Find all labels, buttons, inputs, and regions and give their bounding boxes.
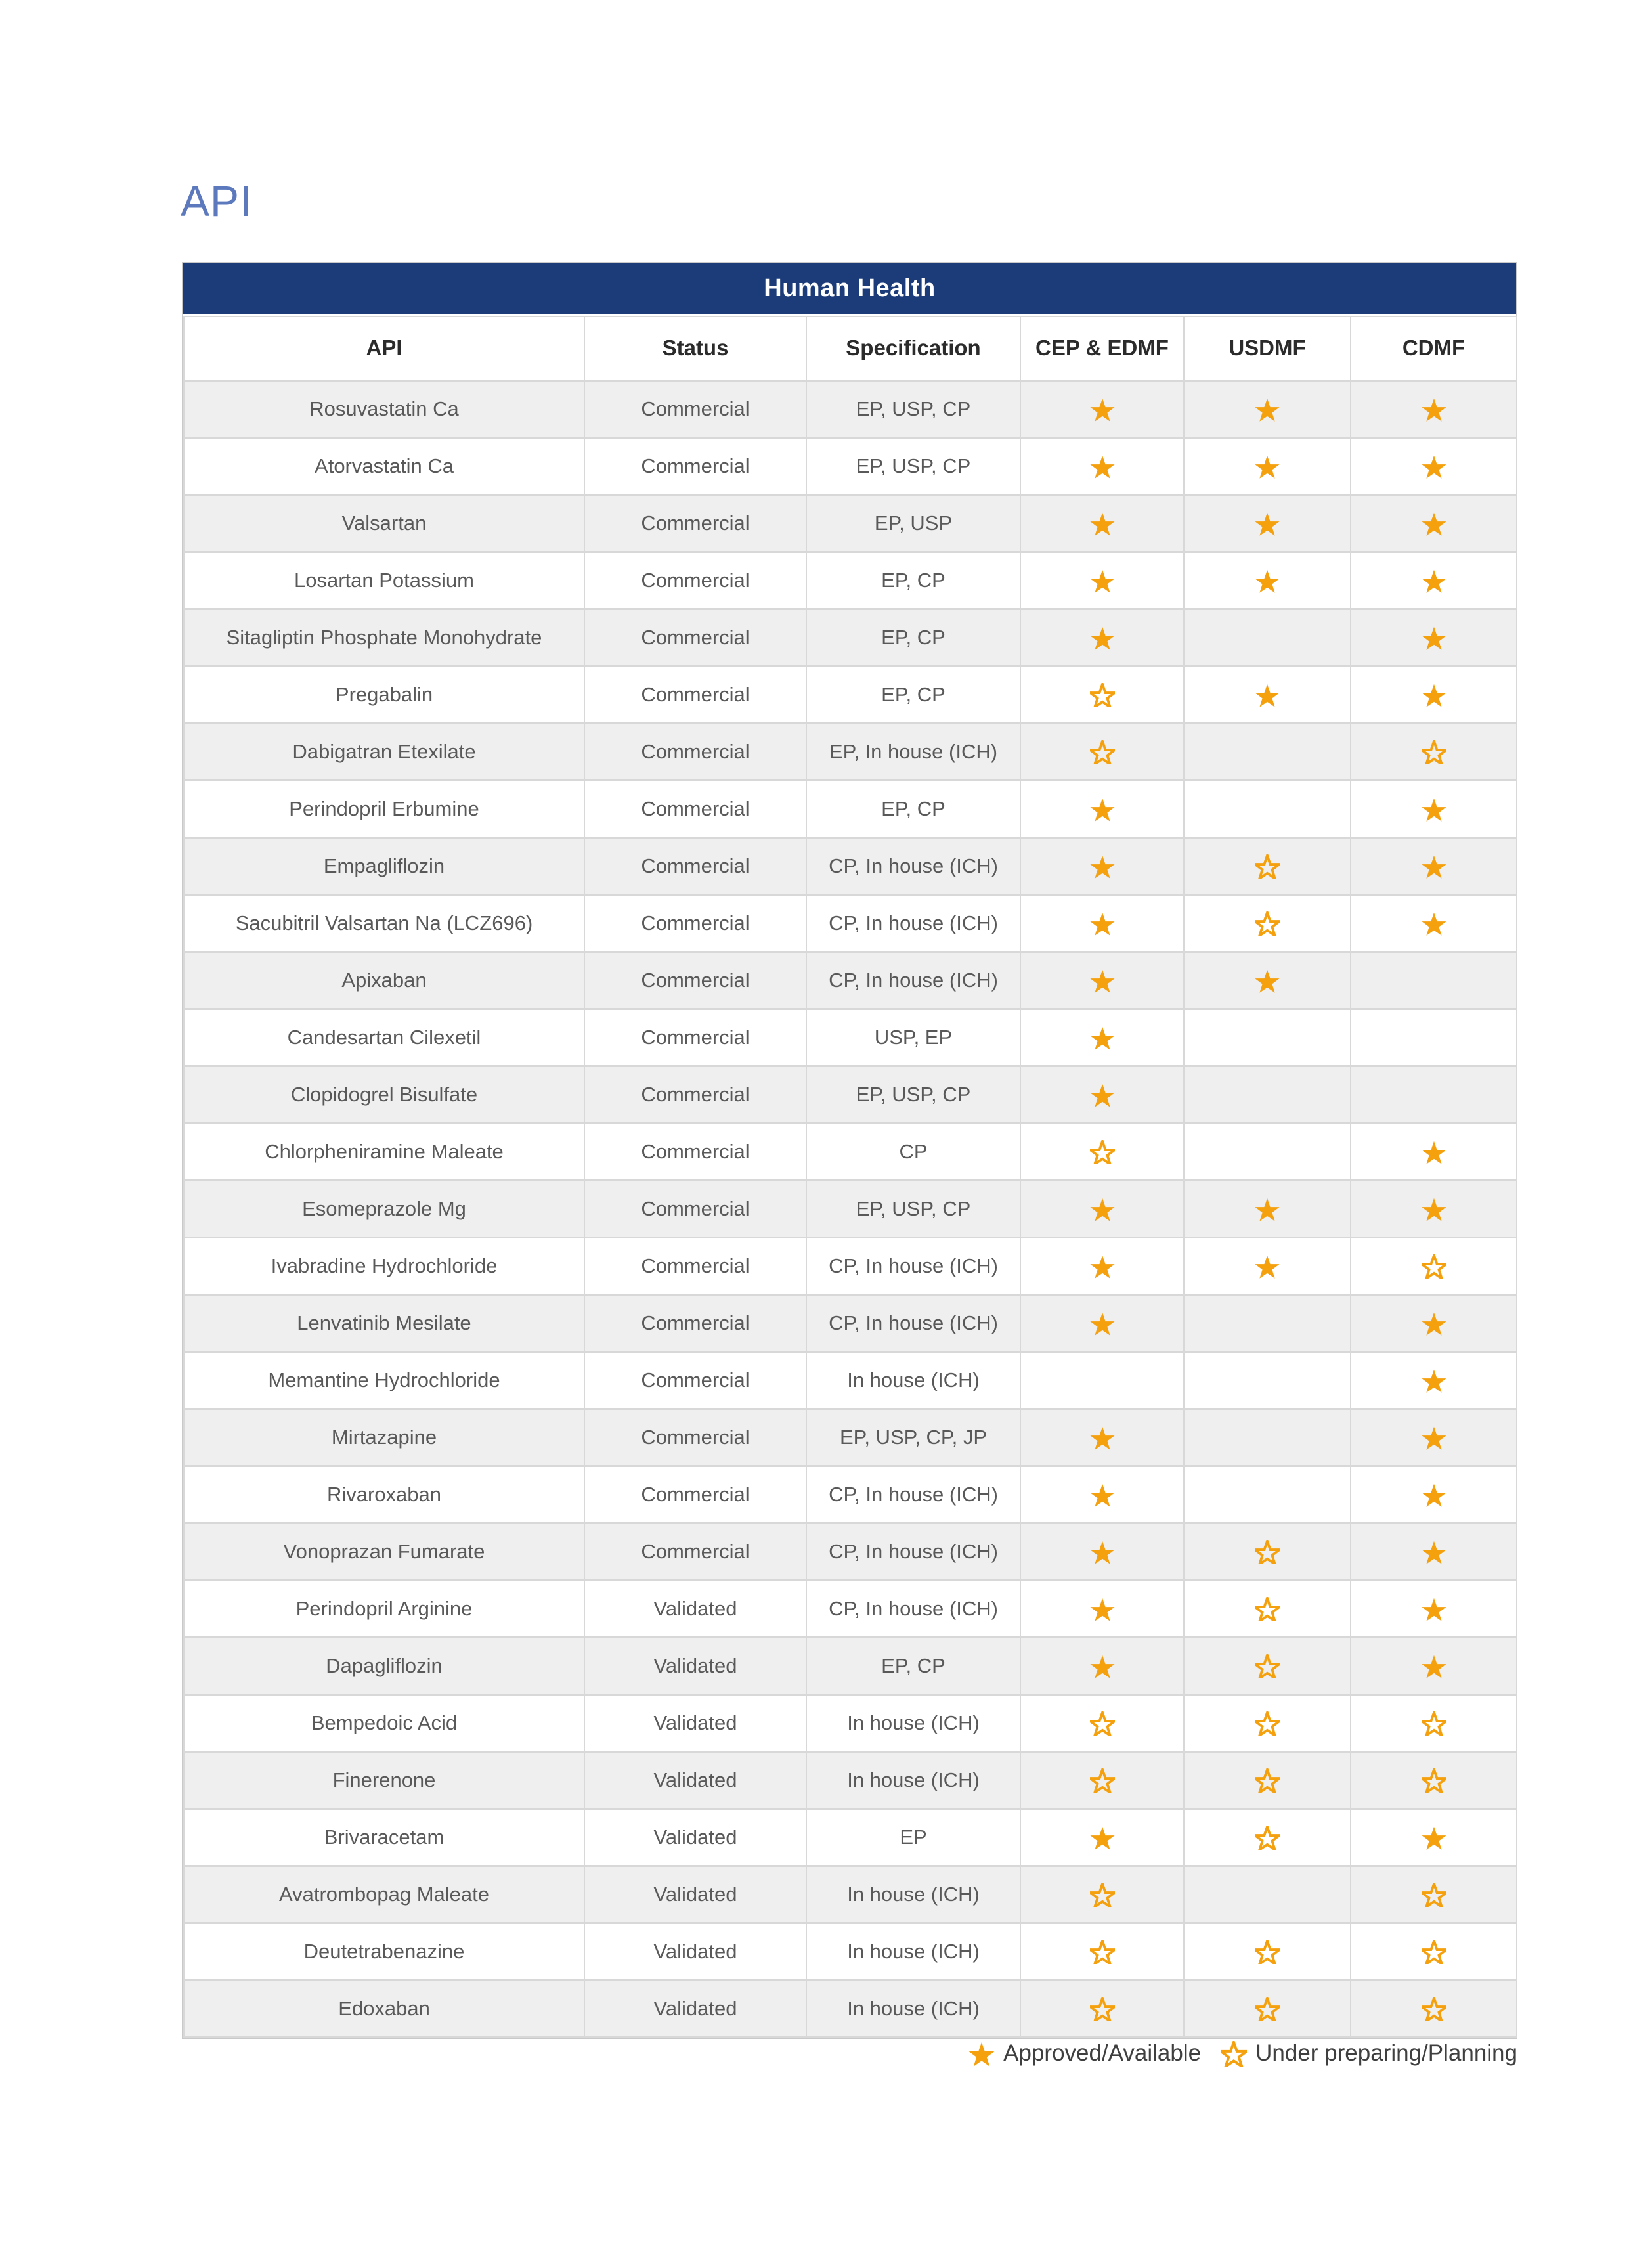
cep-edmf-cell xyxy=(1020,1409,1184,1466)
spec-cell: CP, In house (ICH) xyxy=(806,952,1020,1009)
spec-cell: CP, In house (ICH) xyxy=(806,1237,1020,1294)
status-cell: Commercial xyxy=(584,723,806,780)
star-outline-icon xyxy=(1255,854,1280,879)
cdmf-cell xyxy=(1351,1980,1517,2037)
star-filled-icon xyxy=(1090,626,1115,650)
usdmf-cell xyxy=(1184,666,1351,723)
spec-cell: In house (ICH) xyxy=(806,1866,1020,1923)
cdmf-cell xyxy=(1351,894,1517,952)
spec-cell: EP, CP xyxy=(806,609,1020,666)
usdmf-cell xyxy=(1184,609,1351,666)
cep-edmf-cell xyxy=(1020,894,1184,952)
star-filled-icon xyxy=(1422,626,1446,650)
star-outline-icon xyxy=(1090,1711,1115,1736)
cdmf-cell xyxy=(1351,1009,1517,1066)
star-filled-icon xyxy=(1090,397,1115,422)
cdmf-cell xyxy=(1351,437,1517,494)
cep-edmf-cell xyxy=(1020,666,1184,723)
star-outline-icon xyxy=(1090,1940,1115,1964)
page-title: API xyxy=(181,177,253,225)
legend xyxy=(182,2033,1517,2074)
status-cell: Commercial xyxy=(584,494,806,552)
star-outline-icon xyxy=(1422,1997,1446,2021)
status-cell: Validated xyxy=(584,1580,806,1637)
usdmf-cell xyxy=(1184,1694,1351,1751)
cep-edmf-cell xyxy=(1020,1980,1184,2037)
cep-edmf-cell xyxy=(1020,1237,1184,1294)
star-outline-icon xyxy=(1422,740,1446,764)
usdmf-cell xyxy=(1184,837,1351,894)
star-filled-icon xyxy=(1090,854,1115,879)
star-filled-icon xyxy=(1422,454,1446,479)
spec-cell: USP, EP xyxy=(806,1009,1020,1066)
star-filled-icon xyxy=(1090,1083,1115,1107)
table-row xyxy=(184,1409,1517,1466)
status-cell: Validated xyxy=(584,1980,806,2037)
table-row xyxy=(184,1009,1517,1066)
cdmf-cell xyxy=(1351,1180,1517,1237)
table-row xyxy=(184,723,1517,780)
table-row xyxy=(184,609,1517,666)
star-outline-icon xyxy=(1255,1768,1280,1793)
star-filled-icon xyxy=(1090,512,1115,536)
star-filled-icon xyxy=(1422,512,1446,536)
cdmf-cell xyxy=(1351,1409,1517,1466)
star-filled-icon xyxy=(1422,569,1446,593)
spec-cell: EP, CP xyxy=(806,780,1020,837)
cdmf-cell xyxy=(1351,552,1517,609)
status-cell: Commercial xyxy=(584,437,806,494)
table-row xyxy=(184,1466,1517,1523)
cep-edmf-cell xyxy=(1020,609,1184,666)
star-outline-icon xyxy=(1090,740,1115,764)
usdmf-cell xyxy=(1184,1294,1351,1351)
spec-cell: EP, USP, CP xyxy=(806,380,1020,437)
cdmf-cell xyxy=(1351,1294,1517,1351)
cdmf-cell xyxy=(1351,1066,1517,1123)
star-filled-icon xyxy=(1090,454,1115,479)
star-filled-icon xyxy=(1255,1254,1280,1279)
cdmf-cell xyxy=(1351,1694,1517,1751)
cdmf-cell xyxy=(1351,1923,1517,1980)
api-name-cell: Chlorpheniramine Maleate xyxy=(184,1123,584,1180)
star-filled-icon xyxy=(1255,683,1280,707)
usdmf-cell xyxy=(1184,1751,1351,1808)
usdmf-cell xyxy=(1184,380,1351,437)
cdmf-cell xyxy=(1351,494,1517,552)
column-header-row xyxy=(184,317,1517,380)
cep-edmf-cell xyxy=(1020,1808,1184,1866)
star-filled-icon xyxy=(1422,1140,1446,1164)
table-title-band xyxy=(183,263,1516,316)
star-outline-icon xyxy=(1221,2041,1247,2067)
star-filled-icon xyxy=(1090,1311,1115,1336)
star-filled-icon xyxy=(1090,1026,1115,1050)
cep-edmf-cell xyxy=(1020,380,1184,437)
star-filled-icon xyxy=(1422,1826,1446,1850)
api-name-cell: Candesartan Cilexetil xyxy=(184,1009,584,1066)
status-cell: Commercial xyxy=(584,1523,806,1580)
cdmf-cell xyxy=(1351,1123,1517,1180)
star-filled-icon xyxy=(1255,454,1280,479)
api-name-cell: Ivabradine Hydrochloride xyxy=(184,1237,584,1294)
status-cell: Commercial xyxy=(584,1009,806,1066)
cdmf-cell xyxy=(1351,1751,1517,1808)
column-header-api: API xyxy=(184,317,584,380)
cdmf-cell xyxy=(1351,1580,1517,1637)
api-name-cell: Brivaracetam xyxy=(184,1808,584,1866)
usdmf-cell xyxy=(1184,1066,1351,1123)
cep-edmf-cell xyxy=(1020,780,1184,837)
status-cell: Commercial xyxy=(584,1123,806,1180)
star-filled-icon xyxy=(1090,969,1115,993)
table-row xyxy=(184,1123,1517,1180)
cep-edmf-cell xyxy=(1020,952,1184,1009)
table-row xyxy=(184,894,1517,952)
spec-cell: EP, In house (ICH) xyxy=(806,723,1020,780)
status-cell: Commercial xyxy=(584,1237,806,1294)
status-cell: Commercial xyxy=(584,894,806,952)
cep-edmf-cell xyxy=(1020,1923,1184,1980)
status-cell: Commercial xyxy=(584,1066,806,1123)
api-name-cell: Vonoprazan Fumarate xyxy=(184,1523,584,1580)
spec-cell: In house (ICH) xyxy=(806,1980,1020,2037)
spec-cell: In house (ICH) xyxy=(806,1694,1020,1751)
cep-edmf-cell xyxy=(1020,1637,1184,1694)
star-filled-icon xyxy=(1090,1197,1115,1221)
status-cell: Validated xyxy=(584,1751,806,1808)
status-cell: Commercial xyxy=(584,1351,806,1409)
table-row xyxy=(184,1866,1517,1923)
api-name-cell: Finerenone xyxy=(184,1751,584,1808)
cdmf-cell xyxy=(1351,1808,1517,1866)
cdmf-cell xyxy=(1351,1351,1517,1409)
star-filled-icon xyxy=(1090,569,1115,593)
star-outline-icon xyxy=(1422,1940,1446,1964)
usdmf-cell xyxy=(1184,1808,1351,1866)
status-cell: Commercial xyxy=(584,666,806,723)
usdmf-cell xyxy=(1184,1466,1351,1523)
api-name-cell: Lenvatinib Mesilate xyxy=(184,1294,584,1351)
spec-cell: CP xyxy=(806,1123,1020,1180)
column-header-specification: Specification xyxy=(806,317,1020,380)
cep-edmf-cell xyxy=(1020,1180,1184,1237)
star-outline-icon xyxy=(1422,1254,1446,1279)
api-name-cell: Clopidogrel Bisulfate xyxy=(184,1066,584,1123)
cep-edmf-cell xyxy=(1020,1294,1184,1351)
usdmf-cell xyxy=(1184,1237,1351,1294)
star-outline-icon xyxy=(1422,1711,1446,1736)
api-name-cell: Losartan Potassium xyxy=(184,552,584,609)
star-filled-icon xyxy=(1090,911,1115,936)
table-row xyxy=(184,952,1517,1009)
star-outline-icon xyxy=(1255,1826,1280,1850)
spec-cell: In house (ICH) xyxy=(806,1351,1020,1409)
star-filled-icon xyxy=(1255,969,1280,993)
usdmf-cell xyxy=(1184,1580,1351,1637)
star-filled-icon xyxy=(1090,1254,1115,1279)
table-row xyxy=(184,1751,1517,1808)
human-health-table xyxy=(182,262,1517,2039)
spec-cell: In house (ICH) xyxy=(806,1751,1020,1808)
spec-cell: EP, USP, CP xyxy=(806,437,1020,494)
usdmf-cell xyxy=(1184,1009,1351,1066)
column-header-cdmf: CDMF xyxy=(1351,317,1517,380)
star-filled-icon xyxy=(1090,1654,1115,1678)
spec-cell: EP, USP xyxy=(806,494,1020,552)
usdmf-cell xyxy=(1184,1123,1351,1180)
api-name-cell: Bempedoic Acid xyxy=(184,1694,584,1751)
status-cell: Commercial xyxy=(584,552,806,609)
table-row xyxy=(184,1637,1517,1694)
cep-edmf-cell xyxy=(1020,1866,1184,1923)
star-filled-icon xyxy=(968,2041,995,2067)
cdmf-cell xyxy=(1351,952,1517,1009)
status-cell: Commercial xyxy=(584,952,806,1009)
api-name-cell: Rosuvastatin Ca xyxy=(184,380,584,437)
table-row xyxy=(184,1580,1517,1637)
api-name-cell: Atorvastatin Ca xyxy=(184,437,584,494)
star-filled-icon xyxy=(1422,1597,1446,1621)
api-name-cell: Deutetrabenazine xyxy=(184,1923,584,1980)
star-outline-icon xyxy=(1255,1711,1280,1736)
api-name-cell: Perindopril Erbumine xyxy=(184,780,584,837)
star-filled-icon xyxy=(1422,1369,1446,1393)
api-name-cell: Mirtazapine xyxy=(184,1409,584,1466)
table-row xyxy=(184,1237,1517,1294)
spec-cell: CP, In house (ICH) xyxy=(806,837,1020,894)
spec-cell: EP, CP xyxy=(806,552,1020,609)
api-name-cell: Apixaban xyxy=(184,952,584,1009)
spec-cell: CP, In house (ICH) xyxy=(806,1580,1020,1637)
table-row xyxy=(184,437,1517,494)
star-outline-icon xyxy=(1090,1140,1115,1164)
star-outline-icon xyxy=(1255,911,1280,936)
column-header-cep-edmf: CEP & EDMF xyxy=(1020,317,1184,380)
cep-edmf-cell xyxy=(1020,1123,1184,1180)
star-outline-icon xyxy=(1255,1997,1280,2021)
cep-edmf-cell xyxy=(1020,1009,1184,1066)
api-name-cell: Avatrombopag Maleate xyxy=(184,1866,584,1923)
cdmf-cell xyxy=(1351,609,1517,666)
star-outline-icon xyxy=(1255,1597,1280,1621)
status-cell: Commercial xyxy=(584,609,806,666)
star-filled-icon xyxy=(1255,1197,1280,1221)
star-filled-icon xyxy=(1422,683,1446,707)
star-outline-icon xyxy=(1422,1883,1446,1907)
table-row xyxy=(184,780,1517,837)
api-name-cell: Dapagliflozin xyxy=(184,1637,584,1694)
api-name-cell: Esomeprazole Mg xyxy=(184,1180,584,1237)
table-title: Human Health xyxy=(764,274,936,302)
star-filled-icon xyxy=(1090,1540,1115,1564)
star-filled-icon xyxy=(1090,1483,1115,1507)
spec-cell: EP, USP, CP xyxy=(806,1066,1020,1123)
star-filled-icon xyxy=(1422,1311,1446,1336)
api-name-cell: Pregabalin xyxy=(184,666,584,723)
table-row xyxy=(184,552,1517,609)
api-name-cell: Valsartan xyxy=(184,494,584,552)
status-cell: Commercial xyxy=(584,380,806,437)
usdmf-cell xyxy=(1184,1351,1351,1409)
cep-edmf-cell xyxy=(1020,1351,1184,1409)
star-filled-icon xyxy=(1422,854,1446,879)
star-outline-icon xyxy=(1090,1768,1115,1793)
spec-cell: CP, In house (ICH) xyxy=(806,1523,1020,1580)
star-outline-icon xyxy=(1090,683,1115,707)
star-filled-icon xyxy=(1422,797,1446,822)
api-table xyxy=(183,316,1517,2038)
api-name-cell: Sacubitril Valsartan Na (LCZ696) xyxy=(184,894,584,952)
cdmf-cell xyxy=(1351,837,1517,894)
api-name-cell: Memantine Hydrochloride xyxy=(184,1351,584,1409)
table-row xyxy=(184,1351,1517,1409)
star-filled-icon xyxy=(1422,911,1446,936)
cdmf-cell xyxy=(1351,1237,1517,1294)
cdmf-cell xyxy=(1351,723,1517,780)
api-name-cell: Perindopril Arginine xyxy=(184,1580,584,1637)
usdmf-cell xyxy=(1184,494,1351,552)
table-row xyxy=(184,1694,1517,1751)
api-name-cell: Edoxaban xyxy=(184,1980,584,2037)
star-outline-icon xyxy=(1090,1997,1115,2021)
table-row xyxy=(184,1808,1517,1866)
api-name-cell: Empagliflozin xyxy=(184,837,584,894)
table-row xyxy=(184,1180,1517,1237)
cep-edmf-cell xyxy=(1020,1751,1184,1808)
spec-cell: CP, In house (ICH) xyxy=(806,894,1020,952)
usdmf-cell xyxy=(1184,723,1351,780)
spec-cell: CP, In house (ICH) xyxy=(806,1466,1020,1523)
table-row xyxy=(184,1923,1517,1980)
cep-edmf-cell xyxy=(1020,1066,1184,1123)
star-filled-icon xyxy=(1422,397,1446,422)
star-filled-icon xyxy=(1422,1426,1446,1450)
usdmf-cell xyxy=(1184,894,1351,952)
table-body xyxy=(184,380,1517,2037)
api-name-cell: Rivaroxaban xyxy=(184,1466,584,1523)
cdmf-cell xyxy=(1351,1637,1517,1694)
status-cell: Validated xyxy=(584,1866,806,1923)
spec-cell: In house (ICH) xyxy=(806,1923,1020,1980)
status-cell: Validated xyxy=(584,1808,806,1866)
usdmf-cell xyxy=(1184,552,1351,609)
cep-edmf-cell xyxy=(1020,437,1184,494)
table-row xyxy=(184,380,1517,437)
star-filled-icon xyxy=(1090,1597,1115,1621)
status-cell: Commercial xyxy=(584,837,806,894)
star-filled-icon xyxy=(1255,512,1280,536)
cdmf-cell xyxy=(1351,780,1517,837)
status-cell: Commercial xyxy=(584,1294,806,1351)
star-outline-icon xyxy=(1090,1883,1115,1907)
usdmf-cell xyxy=(1184,952,1351,1009)
table-row xyxy=(184,494,1517,552)
cdmf-cell xyxy=(1351,1866,1517,1923)
star-filled-icon xyxy=(1090,1826,1115,1850)
status-cell: Commercial xyxy=(584,1409,806,1466)
column-header-status: Status xyxy=(584,317,806,380)
usdmf-cell xyxy=(1184,1409,1351,1466)
status-cell: Validated xyxy=(584,1637,806,1694)
legend-planning-label: Under preparing/Planning xyxy=(1255,2040,1517,2066)
star-outline-icon xyxy=(1255,1540,1280,1564)
usdmf-cell xyxy=(1184,1866,1351,1923)
status-cell: Commercial xyxy=(584,1466,806,1523)
column-header-usdmf: USDMF xyxy=(1184,317,1351,380)
api-name-cell: Sitagliptin Phosphate Monohydrate xyxy=(184,609,584,666)
star-filled-icon xyxy=(1255,397,1280,422)
star-filled-icon xyxy=(1090,797,1115,822)
api-name-cell: Dabigatran Etexilate xyxy=(184,723,584,780)
spec-cell: EP, CP xyxy=(806,666,1020,723)
cep-edmf-cell xyxy=(1020,552,1184,609)
usdmf-cell xyxy=(1184,1523,1351,1580)
table-row xyxy=(184,837,1517,894)
cep-edmf-cell xyxy=(1020,1694,1184,1751)
status-cell: Commercial xyxy=(584,1180,806,1237)
cep-edmf-cell xyxy=(1020,723,1184,780)
table-row xyxy=(184,666,1517,723)
star-outline-icon xyxy=(1255,1940,1280,1964)
spec-cell: CP, In house (ICH) xyxy=(806,1294,1020,1351)
usdmf-cell xyxy=(1184,1980,1351,2037)
status-cell: Validated xyxy=(584,1694,806,1751)
legend-planning xyxy=(1221,2040,1517,2067)
cdmf-cell xyxy=(1351,380,1517,437)
cep-edmf-cell xyxy=(1020,1580,1184,1637)
cep-edmf-cell xyxy=(1020,1466,1184,1523)
usdmf-cell xyxy=(1184,437,1351,494)
legend-approved-label: Approved/Available xyxy=(1003,2040,1202,2066)
usdmf-cell xyxy=(1184,1923,1351,1980)
spec-cell: EP, CP xyxy=(806,1637,1020,1694)
usdmf-cell xyxy=(1184,780,1351,837)
star-outline-icon xyxy=(1422,1768,1446,1793)
star-filled-icon xyxy=(1422,1483,1446,1507)
cep-edmf-cell xyxy=(1020,1523,1184,1580)
table-row xyxy=(184,1980,1517,2037)
cdmf-cell xyxy=(1351,1466,1517,1523)
star-filled-icon xyxy=(1255,569,1280,593)
spec-cell: EP, USP, CP xyxy=(806,1180,1020,1237)
cdmf-cell xyxy=(1351,666,1517,723)
cep-edmf-cell xyxy=(1020,494,1184,552)
usdmf-cell xyxy=(1184,1637,1351,1694)
spec-cell: EP xyxy=(806,1808,1020,1866)
spec-cell: EP, USP, CP, JP xyxy=(806,1409,1020,1466)
usdmf-cell xyxy=(1184,1180,1351,1237)
status-cell: Validated xyxy=(584,1923,806,1980)
star-filled-icon xyxy=(1422,1197,1446,1221)
star-filled-icon xyxy=(1090,1426,1115,1450)
star-filled-icon xyxy=(1422,1654,1446,1678)
star-outline-icon xyxy=(1255,1654,1280,1678)
table-row xyxy=(184,1294,1517,1351)
star-filled-icon xyxy=(1422,1540,1446,1564)
legend-approved xyxy=(968,2040,1201,2067)
cep-edmf-cell xyxy=(1020,837,1184,894)
table-row xyxy=(184,1066,1517,1123)
table-row xyxy=(184,1523,1517,1580)
status-cell: Commercial xyxy=(584,780,806,837)
cdmf-cell xyxy=(1351,1523,1517,1580)
